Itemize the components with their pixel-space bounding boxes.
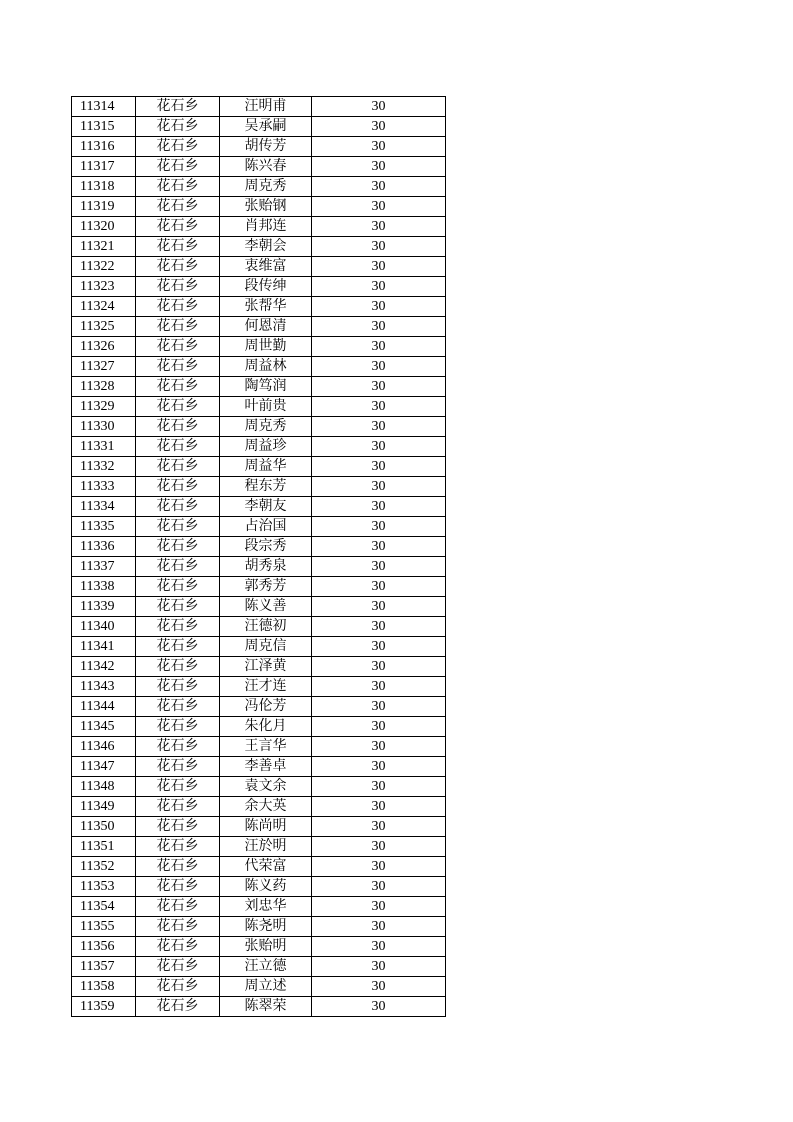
cell-amount: 30 [312,317,446,337]
table-row [72,737,446,757]
cell-town: 花石乡 [136,817,220,837]
table-row [72,317,446,337]
cell-amount: 30 [312,297,446,317]
cell-amount: 30 [312,797,446,817]
cell-town: 花石乡 [136,537,220,557]
table-row [72,717,446,737]
table-row [72,637,446,657]
table-row [72,197,446,217]
table-row [72,357,446,377]
cell-town: 花石乡 [136,417,220,437]
table-row [72,677,446,697]
cell-amount: 30 [312,677,446,697]
cell-id: 11351 [72,837,136,857]
cell-town: 花石乡 [136,637,220,657]
cell-town: 花石乡 [136,797,220,817]
table-row [72,537,446,557]
cell-town: 花石乡 [136,617,220,637]
cell-id: 11359 [72,997,136,1017]
cell-id: 11316 [72,137,136,157]
table-row [72,917,446,937]
cell-amount: 30 [312,537,446,557]
cell-id: 11346 [72,737,136,757]
cell-id: 11326 [72,337,136,357]
cell-name: 朱化月 [220,717,312,737]
cell-name: 李善卓 [220,757,312,777]
table-row [72,937,446,957]
table-row [72,237,446,257]
cell-id: 11323 [72,277,136,297]
cell-town: 花石乡 [136,977,220,997]
table-row [72,597,446,617]
cell-town: 花石乡 [136,777,220,797]
cell-id: 11319 [72,197,136,217]
cell-town: 花石乡 [136,97,220,117]
cell-town: 花石乡 [136,837,220,857]
cell-amount: 30 [312,837,446,857]
table-row [72,277,446,297]
table-row [72,657,446,677]
cell-name: 刘忠华 [220,897,312,917]
cell-town: 花石乡 [136,217,220,237]
cell-town: 花石乡 [136,277,220,297]
table-row [72,217,446,237]
cell-amount: 30 [312,957,446,977]
cell-name: 郭秀芳 [220,577,312,597]
table-row [72,957,446,977]
cell-id: 11341 [72,637,136,657]
table-row [72,137,446,157]
table-row [72,837,446,857]
cell-town: 花石乡 [136,957,220,977]
cell-amount: 30 [312,177,446,197]
cell-name: 陈义善 [220,597,312,617]
cell-id: 11356 [72,937,136,957]
cell-name: 张帮华 [220,297,312,317]
cell-town: 花石乡 [136,397,220,417]
cell-id: 11328 [72,377,136,397]
cell-amount: 30 [312,97,446,117]
cell-amount: 30 [312,717,446,737]
cell-name: 周世勤 [220,337,312,357]
cell-name: 衷维富 [220,257,312,277]
cell-name: 段传绅 [220,277,312,297]
table-body [72,97,446,1017]
cell-name: 陈尧明 [220,917,312,937]
cell-amount: 30 [312,137,446,157]
cell-amount: 30 [312,697,446,717]
cell-name: 冯伦芳 [220,697,312,717]
cell-id: 11331 [72,437,136,457]
cell-name: 周克信 [220,637,312,657]
cell-amount: 30 [312,977,446,997]
cell-amount: 30 [312,737,446,757]
cell-town: 花石乡 [136,297,220,317]
cell-id: 11345 [72,717,136,737]
cell-name: 江泽黄 [220,657,312,677]
cell-id: 11355 [72,917,136,937]
cell-name: 汪立德 [220,957,312,977]
cell-name: 周立述 [220,977,312,997]
cell-name: 汪德初 [220,617,312,637]
cell-id: 11343 [72,677,136,697]
cell-town: 花石乡 [136,677,220,697]
table-row [72,457,446,477]
cell-id: 11321 [72,237,136,257]
table-row [72,397,446,417]
table-row [72,97,446,117]
table-row [72,557,446,577]
cell-id: 11335 [72,517,136,537]
cell-town: 花石乡 [136,577,220,597]
cell-town: 花石乡 [136,657,220,677]
cell-id: 11348 [72,777,136,797]
cell-id: 11330 [72,417,136,437]
cell-name: 李朝会 [220,237,312,257]
table-row [72,757,446,777]
cell-id: 11322 [72,257,136,277]
cell-name: 汪於明 [220,837,312,857]
cell-name: 汪明甫 [220,97,312,117]
table-row [72,117,446,137]
cell-amount: 30 [312,637,446,657]
cell-town: 花石乡 [136,917,220,937]
cell-id: 11325 [72,317,136,337]
cell-id: 11349 [72,797,136,817]
cell-name: 周益华 [220,457,312,477]
subsidy-table [71,96,446,1017]
cell-amount: 30 [312,197,446,217]
cell-amount: 30 [312,437,446,457]
cell-name: 余大英 [220,797,312,817]
cell-name: 占治国 [220,517,312,537]
table-row [72,337,446,357]
cell-id: 11324 [72,297,136,317]
cell-name: 汪才连 [220,677,312,697]
table-row [72,257,446,277]
table-row [72,297,446,317]
cell-amount: 30 [312,757,446,777]
cell-town: 花石乡 [136,457,220,477]
cell-amount: 30 [312,337,446,357]
cell-amount: 30 [312,997,446,1017]
cell-amount: 30 [312,517,446,537]
cell-amount: 30 [312,817,446,837]
cell-amount: 30 [312,357,446,377]
cell-town: 花石乡 [136,237,220,257]
cell-town: 花石乡 [136,857,220,877]
cell-id: 11314 [72,97,136,117]
cell-town: 花石乡 [136,257,220,277]
table-row [72,417,446,437]
table-row [72,477,446,497]
cell-id: 11353 [72,877,136,897]
cell-amount: 30 [312,237,446,257]
cell-amount: 30 [312,397,446,417]
cell-town: 花石乡 [136,517,220,537]
table-row [72,517,446,537]
table-row [72,157,446,177]
table-row [72,617,446,637]
cell-name: 吴承嗣 [220,117,312,137]
table-row [72,697,446,717]
cell-amount: 30 [312,257,446,277]
cell-amount: 30 [312,277,446,297]
cell-id: 11333 [72,477,136,497]
cell-town: 花石乡 [136,337,220,357]
cell-name: 程东芳 [220,477,312,497]
cell-id: 11344 [72,697,136,717]
cell-id: 11347 [72,757,136,777]
cell-name: 代荣富 [220,857,312,877]
cell-amount: 30 [312,777,446,797]
cell-name: 王言华 [220,737,312,757]
cell-id: 11317 [72,157,136,177]
table-row [72,877,446,897]
cell-town: 花石乡 [136,497,220,517]
cell-name: 周益珍 [220,437,312,457]
cell-name: 何恩清 [220,317,312,337]
cell-name: 肖邦连 [220,217,312,237]
table-row [72,377,446,397]
cell-id: 11336 [72,537,136,557]
cell-amount: 30 [312,557,446,577]
cell-town: 花石乡 [136,597,220,617]
cell-id: 11358 [72,977,136,997]
cell-amount: 30 [312,577,446,597]
cell-name: 胡秀泉 [220,557,312,577]
table-row [72,897,446,917]
cell-id: 11334 [72,497,136,517]
cell-amount: 30 [312,917,446,937]
cell-id: 11340 [72,617,136,637]
cell-town: 花石乡 [136,897,220,917]
cell-amount: 30 [312,417,446,437]
cell-town: 花石乡 [136,697,220,717]
cell-id: 11315 [72,117,136,137]
cell-town: 花石乡 [136,877,220,897]
cell-name: 张贻钢 [220,197,312,217]
cell-id: 11329 [72,397,136,417]
table-row [72,977,446,997]
cell-amount: 30 [312,477,446,497]
cell-id: 11342 [72,657,136,677]
cell-town: 花石乡 [136,997,220,1017]
cell-name: 李朝友 [220,497,312,517]
cell-town: 花石乡 [136,177,220,197]
cell-town: 花石乡 [136,357,220,377]
cell-id: 11337 [72,557,136,577]
cell-amount: 30 [312,497,446,517]
cell-name: 袁文余 [220,777,312,797]
table-row [72,177,446,197]
cell-amount: 30 [312,457,446,477]
cell-name: 叶前贵 [220,397,312,417]
cell-town: 花石乡 [136,197,220,217]
cell-name: 陶笃润 [220,377,312,397]
cell-amount: 30 [312,657,446,677]
table-row [72,857,446,877]
cell-amount: 30 [312,877,446,897]
table-row [72,437,446,457]
cell-id: 11338 [72,577,136,597]
table-row [72,777,446,797]
cell-amount: 30 [312,617,446,637]
cell-amount: 30 [312,897,446,917]
cell-id: 11320 [72,217,136,237]
cell-town: 花石乡 [136,477,220,497]
cell-town: 花石乡 [136,937,220,957]
cell-town: 花石乡 [136,717,220,737]
cell-town: 花石乡 [136,157,220,177]
cell-town: 花石乡 [136,317,220,337]
cell-id: 11327 [72,357,136,377]
cell-town: 花石乡 [136,117,220,137]
table-row [72,817,446,837]
cell-amount: 30 [312,217,446,237]
cell-name: 陈尚明 [220,817,312,837]
cell-name: 周克秀 [220,177,312,197]
cell-name: 胡传芳 [220,137,312,157]
cell-name: 周克秀 [220,417,312,437]
table-row [72,577,446,597]
cell-town: 花石乡 [136,757,220,777]
table-row [72,997,446,1017]
cell-amount: 30 [312,157,446,177]
cell-name: 陈义药 [220,877,312,897]
cell-town: 花石乡 [136,557,220,577]
cell-amount: 30 [312,857,446,877]
cell-amount: 30 [312,597,446,617]
cell-id: 11350 [72,817,136,837]
table-row [72,797,446,817]
cell-amount: 30 [312,117,446,137]
cell-town: 花石乡 [136,377,220,397]
table-row [72,497,446,517]
cell-name: 周益林 [220,357,312,377]
cell-name: 段宗秀 [220,537,312,557]
cell-id: 11339 [72,597,136,617]
cell-amount: 30 [312,377,446,397]
cell-name: 陈翠荣 [220,997,312,1017]
cell-id: 11357 [72,957,136,977]
cell-town: 花石乡 [136,137,220,157]
cell-name: 张贻明 [220,937,312,957]
cell-id: 11332 [72,457,136,477]
cell-name: 陈兴春 [220,157,312,177]
cell-id: 11318 [72,177,136,197]
cell-town: 花石乡 [136,737,220,757]
cell-id: 11354 [72,897,136,917]
cell-town: 花石乡 [136,437,220,457]
cell-amount: 30 [312,937,446,957]
cell-id: 11352 [72,857,136,877]
